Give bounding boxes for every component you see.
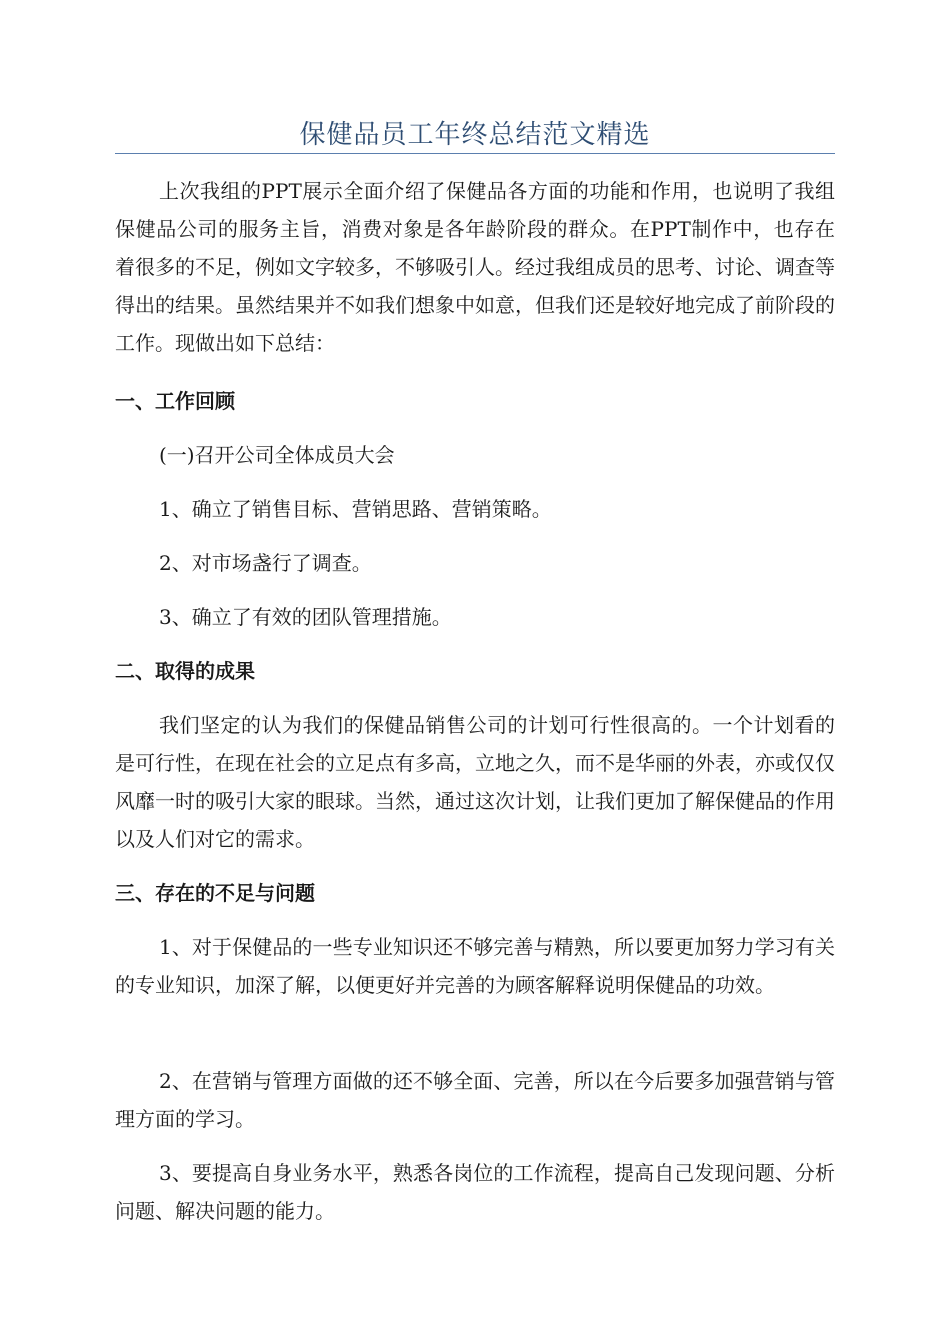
- title-underline: [115, 153, 835, 154]
- list-item: 1、确立了销售目标、营销思路、营销策略。: [159, 497, 552, 521]
- section-heading-issues: 三、存在的不足与问题: [115, 881, 315, 905]
- intro-paragraph: 上次我组的PPT展示全面介绍了保健品各方面的功能和作用，也说明了我组保健品公司的服务主旨，消费对象是各年龄阶段的群众。在PPT制作中，也存在着很多的不足，例如文字较多，不够吸引人。经过我组成员的思考、讨论、调查等得出的结果。虽然结果并不如我们想象中如意，但我们还是较好地完成了前阶段的工作。现做出如下总结：: [115, 179, 835, 355]
- issue-paragraph: 2、在营销与管理方面做的还不够全面、完善，所以在今后要多加强营销与管理方面的学习。: [115, 1069, 835, 1131]
- document-title: 保健品员工年终总结范文精选: [299, 120, 651, 150]
- list-item: 2、对市场盏行了调查。: [159, 551, 372, 575]
- list-item: 3、确立了有效的团队管理措施。: [159, 605, 452, 629]
- results-paragraph: 我们坚定的认为我们的保健品销售公司的计划可行性很高的。一个计划看的是可行性，在现在社会的立足点有多高，立地之久，而不是华丽的外表，亦或仅仅风靡一时的吸引大家的眼球。当然，通过这次计划，让我们更加了解保健品的作用以及人们对它的需求。: [115, 713, 835, 851]
- section-subheading: (一)召开公司全体成员大会: [159, 443, 395, 467]
- issue-paragraph: 1、对于保健品的一些专业知识还不够完善与精熟，所以要更加努力学习有关的专业知识，加深了解，以便更好并完善的为顾客解释说明保健品的功效。: [115, 935, 835, 997]
- issue-paragraph: 3、要提高自身业务水平，熟悉各岗位的工作流程，提高自己发现问题、分析问题、解决问题的能力。: [115, 1161, 835, 1223]
- section-heading-review: 一、工作回顾: [115, 389, 235, 413]
- section-heading-results: 二、取得的成果: [115, 659, 255, 683]
